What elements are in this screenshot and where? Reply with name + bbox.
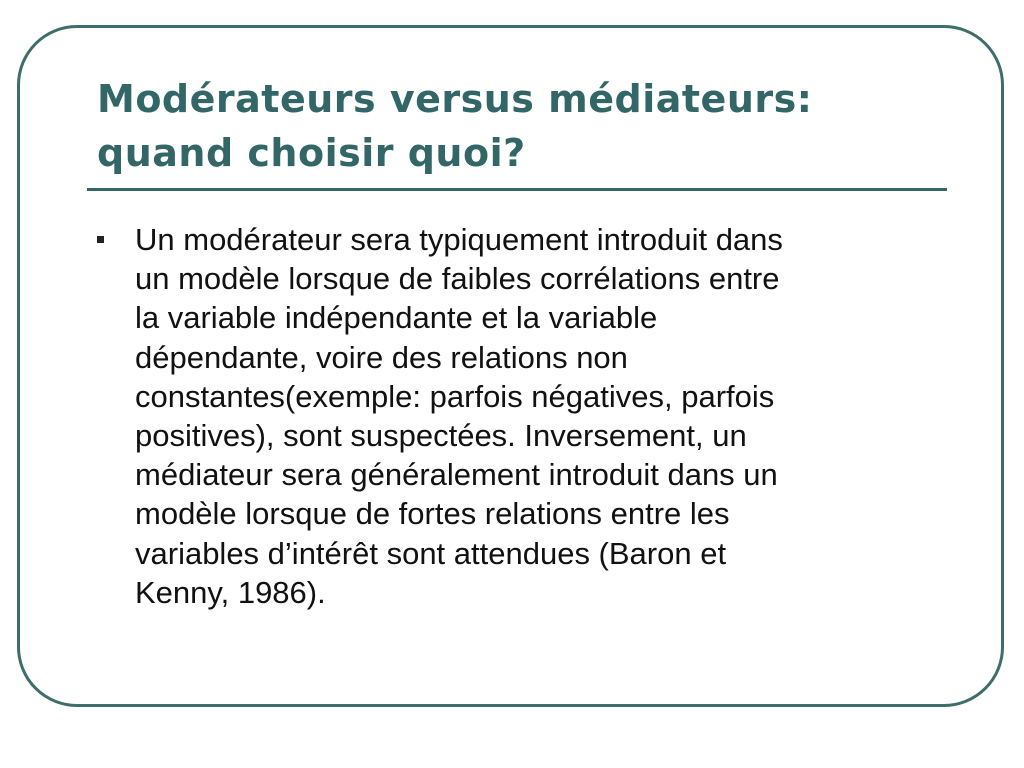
- bullet-line-4: dépendante, voire des relations non: [135, 339, 628, 375]
- bullet-line-7: médiateur sera généralement introduit dans un: [135, 457, 778, 493]
- bullet-item: [97, 220, 947, 612]
- bullet-line-3: la variable indépendante et la variable: [135, 300, 658, 336]
- bullet-line-6: positives), sont suspectées. Inversement, un: [135, 418, 747, 454]
- title-divider: [87, 188, 947, 191]
- bullet-line-9: variables d’intérêt sont attendues (Baron et: [135, 535, 727, 571]
- square-bullet-icon: [97, 236, 104, 243]
- slide-title-line-1: Modérateurs versus médiateurs:: [97, 77, 813, 121]
- bullet-list: [97, 220, 947, 612]
- slide-title-line-2: quand choisir quoi?: [97, 131, 526, 175]
- bullet-line-2: un modèle lorsque de faibles corrélations entre: [135, 261, 780, 297]
- bullet-line-5: constantes(exemple: parfois négatives, parfois: [135, 378, 775, 414]
- bullet-line-8: modèle lorsque de fortes relations entre les: [135, 496, 730, 532]
- slide-title: [97, 72, 957, 180]
- bullet-line-1: Un modérateur sera typiquement introduit dans: [135, 222, 783, 257]
- bullet-line-10: Kenny, 1986).: [135, 574, 326, 610]
